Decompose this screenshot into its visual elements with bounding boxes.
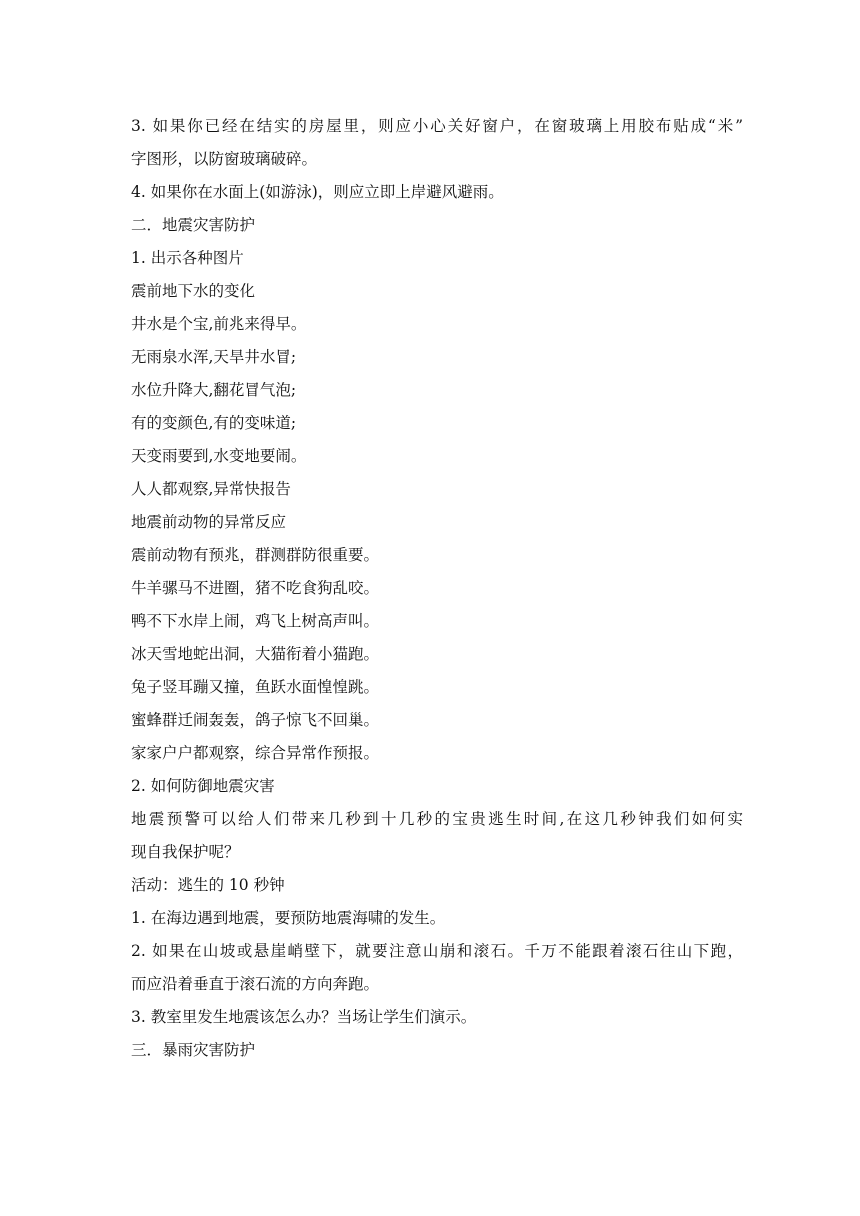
text-line: 而应沿着垂直于滚石流的方向奔跑。 bbox=[131, 975, 380, 993]
text-line: 2. 如何防御地震灾害 bbox=[131, 777, 275, 795]
text-line: 2. 如果在山坡或悬崖峭壁下，就要注意山崩和滚石。千万不能跟着滚石往山下跑， bbox=[131, 942, 743, 960]
text-line: 井水是个宝,前兆来得早。 bbox=[131, 315, 307, 333]
text-line: 天变雨要到,水变地要闹。 bbox=[131, 447, 307, 465]
text-line: 人人都观察,异常快报告 bbox=[131, 480, 291, 498]
text-line: 1. 出示各种图片 bbox=[131, 249, 244, 267]
text-line: 家家户户都观察，综合异常作预报。 bbox=[131, 744, 380, 762]
text-line: 牛羊骡马不进圈，猪不吃食狗乱咬。 bbox=[131, 579, 380, 597]
text-line: 蜜蜂群迁闹轰轰，鸽子惊飞不回巢。 bbox=[131, 711, 380, 729]
text-line: 1. 在海边遇到地震，要预防地震海啸的发生。 bbox=[131, 909, 446, 927]
text-line: 地震预警可以给人们带来几秒到十几秒的宝贵逃生时间,在这几秒钟我们如何实 bbox=[131, 810, 743, 828]
text-line: 4. 如果你在水面上(如游泳)，则应立即上岸避风避雨。 bbox=[131, 183, 504, 201]
text-line: 兔子竖耳蹦又撞，鱼跃水面惶惶跳。 bbox=[131, 678, 380, 696]
text-line: 3. 教室里发生地震该怎么办？当场让学生们演示。 bbox=[131, 1008, 477, 1026]
text-line: 二．地震灾害防护 bbox=[131, 216, 256, 234]
text-line: 冰天雪地蛇出洞，大猫衔着小猫跑。 bbox=[131, 645, 380, 663]
text-line: 三．暴雨灾害防护 bbox=[131, 1041, 256, 1059]
text-line: 水位升降大,翻花冒气泡; bbox=[131, 381, 297, 399]
text-line: 字图形，以防窗玻璃破碎。 bbox=[131, 150, 318, 168]
text-line: 鸭不下水岸上闹，鸡飞上树高声叫。 bbox=[131, 612, 380, 630]
text-line: 现自我保护呢？ bbox=[131, 843, 240, 861]
text-line: 有的变颜色,有的变味道; bbox=[131, 414, 297, 432]
text-line: 震前动物有预兆，群测群防很重要。 bbox=[131, 546, 380, 564]
text-line: 无雨泉水浑,天旱井水冒; bbox=[131, 348, 297, 366]
text-line: 3. 如果你已经在结实的房屋里，则应小心关好窗户，在窗玻璃上用胶布贴成“米” bbox=[131, 117, 743, 135]
text-line: 震前地下水的变化 bbox=[131, 282, 256, 300]
text-line: 活动：逃生的 10 秒钟 bbox=[131, 876, 285, 894]
document-body bbox=[131, 110, 751, 1067]
text-line: 地震前动物的异常反应 bbox=[131, 513, 287, 531]
